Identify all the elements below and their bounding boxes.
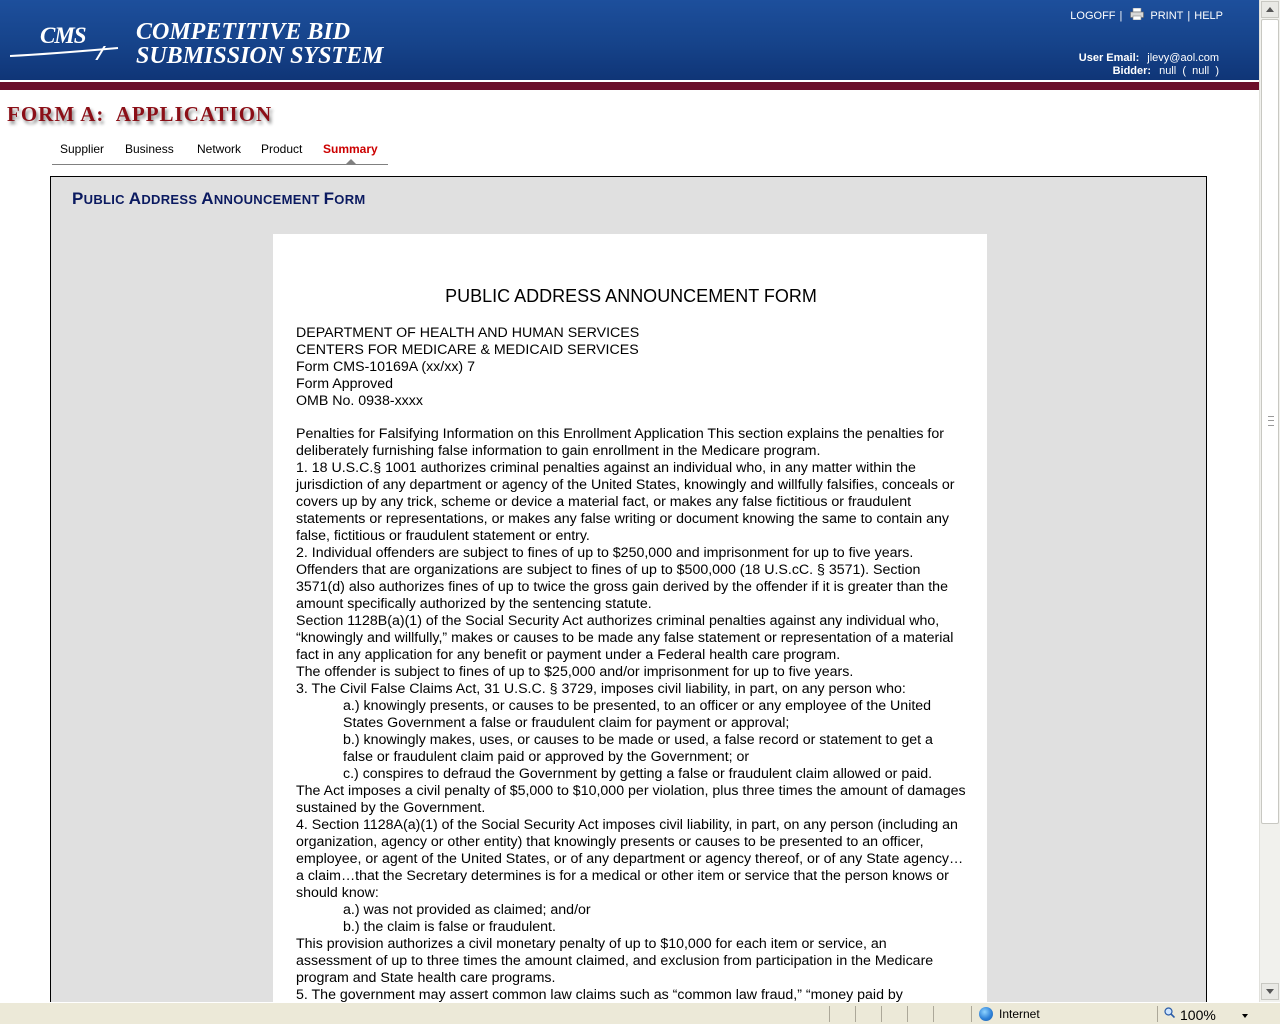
browser-status-bar [0,1002,1280,1024]
security-zone-label[interactable]: Internet [999,1007,1040,1021]
system-title-line2: SUBMISSION SYSTEM [136,43,384,69]
document-paragraph: 1. 18 U.S.C.§ 1001 authorizes criminal penalties against an individual who, in any matter within the jurisdiction of any department or agency of the United States, knowingly and willfully falsifies, conceals or covers up by any trick, scheme or device a material fact, or makes any false fictitious or fraudulent statements or representations, or makes any false writing or document knowing the same to contain any false, fictitious or fraudulent statement or entry. [296,460,955,544]
status-divider [933,1006,934,1022]
link-separator: | [1119,10,1123,22]
grip-icon [1268,416,1274,426]
document-paragraph: This provision authorizes a civil monetary penalty of up to $10,000 for each item or service, an assessment of up to three times the amount claimed, and exclusion from participation in the Medicare program and State health care programs. [296,936,934,986]
status-divider [881,1006,882,1022]
scrollbar-thumb[interactable] [1261,19,1279,824]
status-divider [907,1006,908,1022]
summary-panel [50,176,1207,1002]
printer-icon[interactable] [1130,8,1144,20]
internet-zone-icon [979,1007,993,1021]
panel-title-part: A [128,189,142,208]
help-link[interactable]: HELP [1194,10,1223,22]
tab-supplier[interactable]: Supplier [60,142,105,156]
link-separator: | [1187,10,1191,22]
active-tab-indicator [346,159,356,164]
document-paragraph: 4. Section 1128A(a)(1) of the Social Security Act imposes civil liability, in part, on any person (including an organization, agency or other entity) that knowingly presents or causes to be presented to an officer, employee, or agent of the United States, or of any department or agency thereof, or of any State agency…a claim…that the Secretary determines is for a medical or other item or service that the person knows or should know: [296,817,964,901]
status-divider [1157,1006,1158,1022]
tab-business[interactable]: Business [125,142,174,156]
document-header-line: Form CMS-10169A (xx/xx) 7 [296,359,475,375]
tab-network[interactable]: Network [197,142,242,156]
scroll-up-button[interactable] [1261,1,1279,18]
document-subitem: c.) conspires to defraud the Government by getting a false or fraudulent claim allowed or paid. [343,766,933,782]
document-paragraph: The Act imposes a civil penalty of $5,000 to $10,000 per violation, plus three times the amount of damages sustained by the Government. [296,783,966,816]
panel-title-part: DDRESS [141,192,202,207]
document-header-line: OMB No. 0938-xxxx [296,393,423,409]
app-header [0,0,1259,80]
document-paragraph: Section 1128B(a)(1) of the Social Security Act authorizes criminal penalties against any individual who, “knowingly and willfully,” makes or causes to be made any false statement or representation of a material fact in any application for any benefit or payment under a Federal health care program. [296,613,954,663]
document-subitem: a.) knowingly presents, or causes to be presented, to an officer or any employee of the United States Government a false or fraudulent claim for payment or approval; [343,698,932,731]
form-title: FORM A: APPLICATION [7,102,273,126]
tab-summary[interactable]: Summary [323,142,378,156]
form-tabs [52,140,388,165]
system-title [136,20,383,68]
document-body [296,234,966,1002]
bidder-row [1079,65,1219,78]
document-subitem: b.) knowingly makes, uses, or causes to be made or used, a false record or statement to get a false or fraudulent claim paid or approved by the Government; or [343,732,933,765]
status-divider [971,1006,972,1022]
document-paragraph: Penalties for Falsifying Information on this Enrollment Application This section explains the penalties for deliberately furnishing false information to gain enrollment in the Medicare program. [296,426,944,459]
panel-title-part: UBLIC [83,192,129,207]
document-title: PUBLIC ADDRESS ANNOUNCEMENT FORM [445,286,817,306]
panel-title-part: NNOUNCEMENT [213,192,324,207]
document-paragraph: 3. The Civil False Claims Act, 31 U.S.C. § 3729, imposes civil liability, in part, on any person who: [296,681,906,697]
cms-logo-swoosh [10,46,120,60]
system-title-line1: COMPETITIVE BID [136,19,351,45]
document-paragraph: 2. Individual offenders are subject to fines of up to $250,000 and imprisonment for up to five years. Offenders that are organizations are subject to fines of up to $500,000 (18 U.S.cC. § 3571). Section 3571(d) also authorizes fines of up to twice the gross gain derived by the offender if it is greater than the amount specifically authorized by the sentencing statute. [296,545,948,612]
document-header-line: DEPARTMENT OF HEALTH AND HUMAN SERVICES [296,325,640,341]
vertical-scrollbar[interactable] [1259,0,1280,1002]
document-paragraph: The offender is subject to fines of up to $25,000 and/or imprisonment for up to five years. [296,664,854,680]
panel-title-part: A [201,189,214,208]
document-header-line: Form Approved [296,376,393,392]
tab-product[interactable]: Product [261,142,303,156]
print-link[interactable]: PRINT [1150,10,1184,22]
announcement-document[interactable] [273,234,987,1002]
document-paragraph: 5. The government may assert common law claims such as “common law fraud,” “money paid by [296,987,903,1002]
panel-title [72,189,366,209]
top-links [1070,8,1223,22]
header-accent-bar [0,82,1259,90]
magnifier-icon [1164,1007,1175,1018]
document-subitem: b.) the claim is false or fraudulent. [343,919,556,935]
cms-logo-text: CMS [40,23,86,48]
scroll-down-button[interactable] [1261,983,1279,1000]
zoom-level[interactable]: 100% [1180,1007,1216,1023]
user-email-label: User Email: [1078,52,1140,64]
arrow-down-icon [1266,989,1274,994]
panel-title-part: ORM [334,192,366,207]
user-info [1079,52,1219,78]
arrow-up-icon [1266,7,1274,12]
user-email-row [1079,52,1219,65]
bidder-label: Bidder: [1112,65,1152,77]
document-header-line: CENTERS FOR MEDICARE & MEDICAID SERVICES [296,342,639,358]
user-email-value: jlevy@aol.com [1147,52,1219,64]
bidder-value: null ( null ) [1159,65,1219,77]
cms-logo [10,20,126,70]
document-subitem: a.) was not provided as claimed; and/or [343,902,591,918]
zoom-dropdown-icon[interactable] [1242,1014,1248,1018]
paragraph-gap [296,410,966,426]
panel-title-part: F [323,189,335,208]
status-divider [829,1006,830,1022]
panel-title-part: P [72,189,84,208]
logoff-link[interactable]: LOGOFF [1070,10,1116,22]
status-divider [855,1006,856,1022]
